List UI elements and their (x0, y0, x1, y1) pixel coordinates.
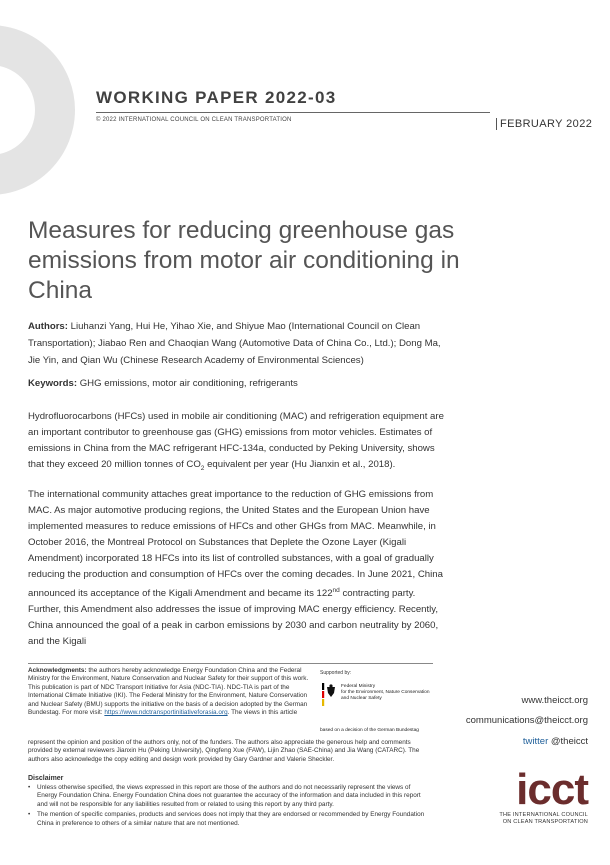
p1-subscript: 2 (200, 464, 205, 472)
acknowledgments-continued: represent the opinion and position of the authors only, not of the funders. The authors also appreciate the generous help and comments provided by external reviewers Jianxin Hu (Peking University), Qingfeng Xue (FAW), Lijin Zhao (SAE-China) and Jia Wang (CATARC). The authors also acknowledge the copy editing and design work provided by Gary Gardner and Valerie Sheckler. (28, 739, 420, 763)
p2-text-a: The international community attaches great importance to the reduction of GHG emissions from MAC. As major automotive producing regions, the United States and the European Union have implemented measures to reduce emissions of HFCs and other GHGs from MAC. Meanwhile, in October 2016, the Montreal Protocol on Substances that Deplete the Ozone Layer (Kigali Amendment) incorporated 18 HFCs into its list of controlled substances, with a goal of gradually reducing the production and consumption of HFCs over the coming decades. In June 2021, China announced its acceptance of the Kigali Amendment and became its 122 (28, 489, 443, 600)
ack-after-link: . The views in this article (227, 709, 298, 717)
logo-wordmark: icct (516, 765, 588, 814)
german-eagle-icon (322, 683, 336, 707)
authors-label: Authors: (28, 321, 68, 332)
p2-superscript: nd (332, 587, 340, 594)
logo-line-2: ON CLEAN TRANSPORTATION (502, 819, 588, 825)
logo-line-1: THE INTERNATIONAL COUNCIL (499, 812, 588, 818)
date-divider (496, 118, 497, 130)
ministry-line-3: and Nuclear Safety (341, 696, 382, 701)
email-link[interactable]: communications@theicct.org (465, 715, 588, 726)
ministry-line-1: Federal Ministry (341, 684, 376, 689)
twitter-link[interactable] (523, 736, 588, 747)
authors-text: Liuhanzi Yang, Hui He, Yihao Xie, and Shiyue Mao (International Council on Clean Transportation); Jiabao Ren and Chaoqian Wang (Automotive Data of China Co., Ltd.); Dong Ma, Jie Yin, and Qian Wu (Chinese Research Academy of Environmental Sciences) (28, 321, 441, 366)
copyright-notice: © 2022 INTERNATIONAL COUNCIL ON CLEAN TRANSPORTATION (96, 117, 292, 123)
twitter-handle: @theicct (548, 736, 588, 747)
supported-by-label: Supported by: (320, 670, 352, 676)
keywords-label: Keywords: (28, 378, 78, 389)
ministry-name (341, 684, 441, 702)
header-rule (96, 112, 490, 113)
ack-text: the authors hereby acknowledge Energy Foundation China and the Federal Ministry for the Environment, Nature Conservation and Nuclear Safety for their support of this work. This publication is part of NDC Transport Initiative for Asia (NDC-TIA). NDC-TIA is part of the International Climate Initiative (IKI). The Federal Ministry for the Environment, Nature Conservation and Nuclear Safety (BMU) supports the initiative on the basis of a decision adopted by the German Bundestag. For more visit: (28, 667, 309, 717)
ministry-line-2: for the Environment, Nature Conservation (341, 690, 430, 695)
series-title: WORKING PAPER 2022-03 (96, 88, 337, 107)
website-link[interactable]: www.theicct.org (521, 695, 588, 706)
paper-title: Measures for reducing greenhouse gas emissions from motor air conditioning in China (28, 217, 460, 304)
footer-rule (28, 663, 433, 664)
keywords-line (28, 378, 458, 389)
bundestag-decision: based on a decision of the German Bundestag (320, 728, 419, 733)
twitter-prefix: twitter (522, 736, 549, 747)
p1-text-b: equivalent per year (Hu Jianxin et al., 2018). (204, 459, 396, 470)
body-paragraph-1 (28, 409, 448, 477)
p2-text-b: contracting party. Further, this Amendment also addresses the issue of improving MAC energy efficiency. Recently, China announced the goal of a peak in carbon emissions by 2030 and carbon neutrality by 2060, and the Kigali (28, 588, 439, 648)
disclaimer-item: • The mention of specific companies, products and services does not imply that they are endorsed or recommended by Energy Foundation China in preference to others of a similar nature that are not mentioned. (28, 811, 428, 828)
acknowledgments (28, 667, 313, 717)
icct-logo (488, 765, 588, 826)
authors-line (28, 318, 448, 369)
disclaimer-list (28, 784, 428, 830)
body-paragraph-2 (28, 487, 448, 650)
ack-label: Acknowledgments: (28, 667, 87, 674)
decorative-arc (0, 25, 75, 195)
keywords-text: GHG emissions, motor air conditioning, refrigerants (77, 378, 298, 389)
p1-text-a: Hydrofluorocarbons (HFCs) used in mobile air conditioning (MAC) and refrigeration equipment are an important contributor to greenhouse gas (GHG) emissions from motor vehicles. Estimates of emissions in China from the MAC refrigerant HFC-134a, conducted by Peking University, shows that they exceed 20 million tonnes of CO (28, 411, 444, 470)
publication-date: FEBRUARY 2022 (500, 118, 593, 130)
disclaimer-heading: Disclaimer (28, 775, 64, 782)
disclaimer-item: • Unless otherwise specified, the views expressed in this report are those of the authors and do not necessarily represent the views of Energy Foundation China. Energy Foundation China does not guarantee the accuracy of the information and data included in this report and will not be responsible for any liabilities resulted from or related to using this report by any third party. (28, 784, 428, 809)
ndc-link[interactable]: https://www.ndctransportinitiativeforasia.org (104, 709, 228, 717)
